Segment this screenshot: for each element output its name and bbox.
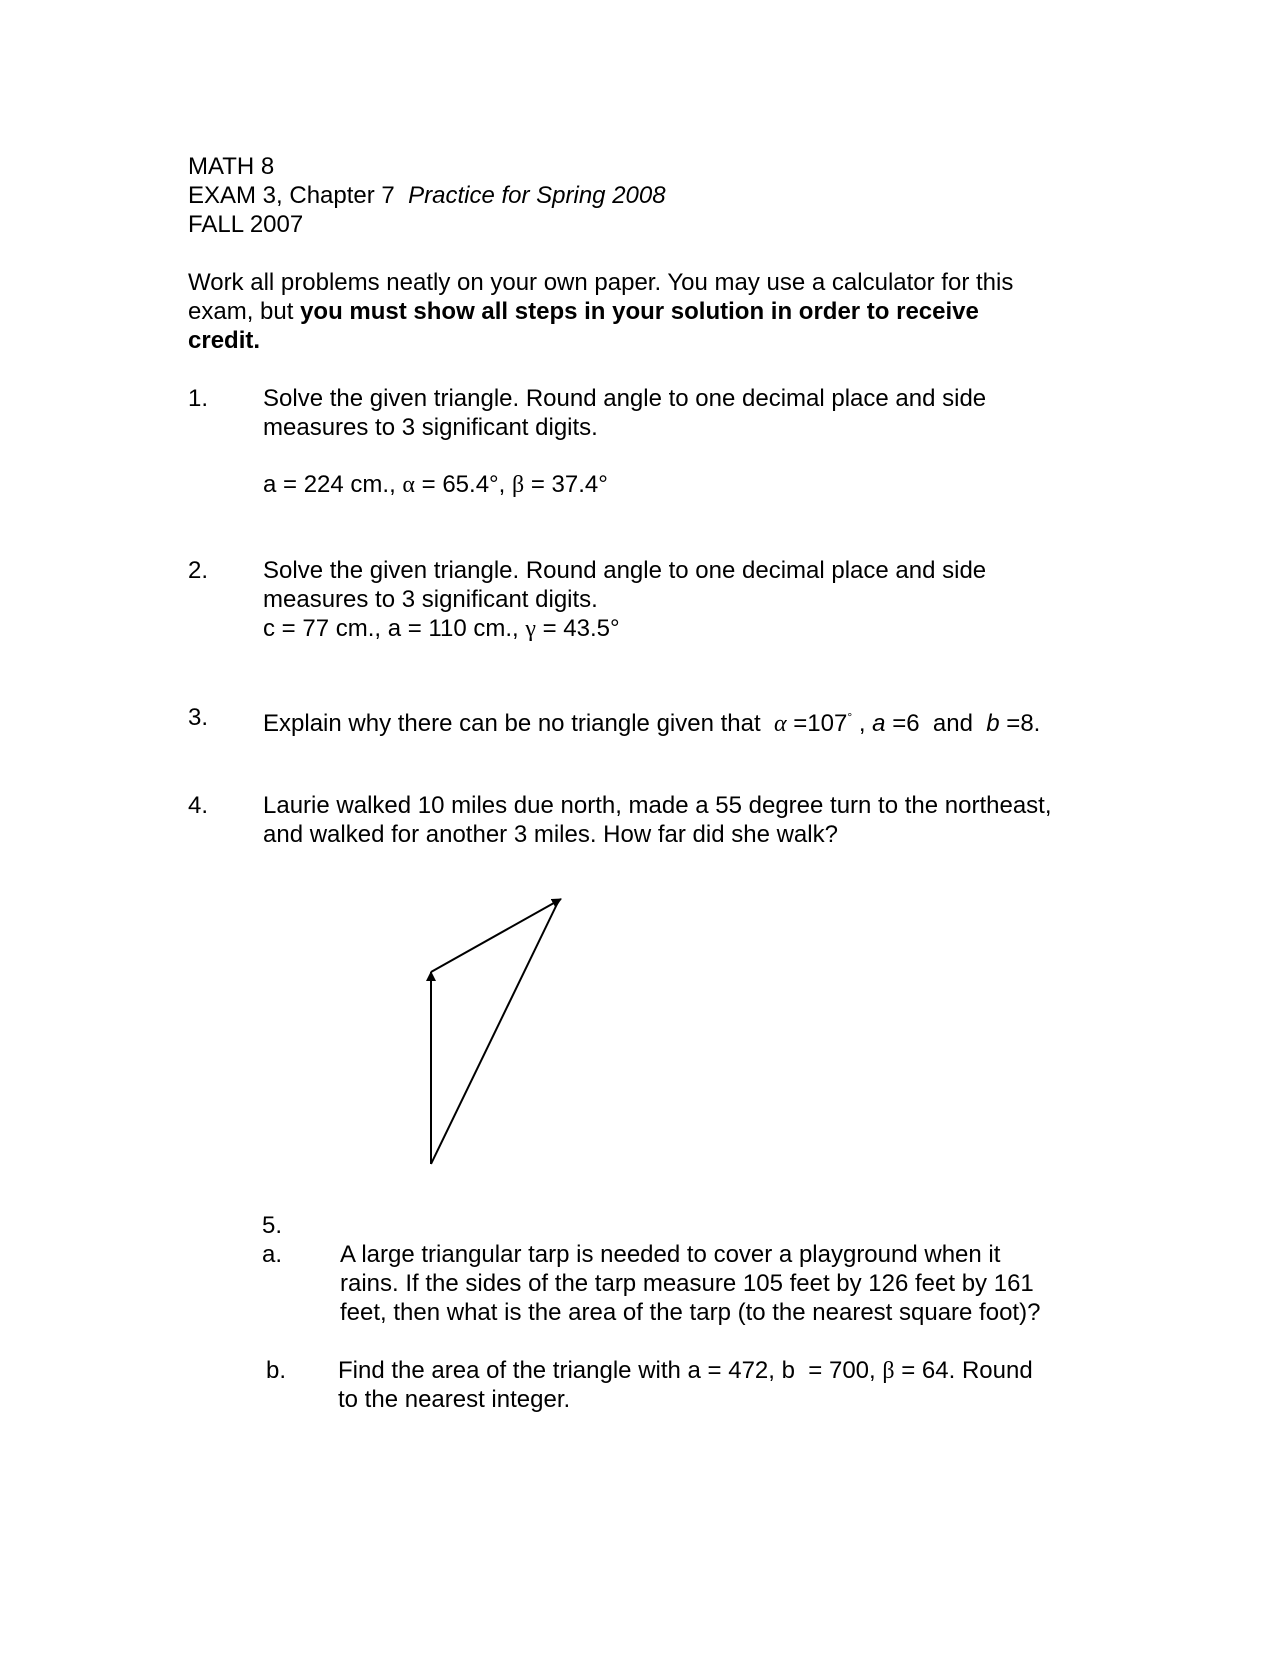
term-label: FALL 2007 (188, 211, 304, 238)
instructions-line-1: Work all problems neatly on your own paper. You may use a calculator for this (188, 269, 1014, 296)
beta-symbol: β (882, 1358, 895, 1384)
practice-label: Practice for Spring 2008 (408, 182, 666, 209)
degree-symbol: ° (847, 710, 853, 724)
given-beta: = 37.4° (524, 471, 608, 498)
gamma-symbol: γ (525, 616, 536, 642)
problem-2-number: 2. (188, 557, 209, 584)
instructions-plain: exam, but (188, 298, 301, 325)
instructions-bold: you must show all steps in your solution in order to receive (300, 298, 979, 325)
a-value: =6 (885, 710, 920, 737)
problem-4-line-1: Laurie walked 10 miles due north, made a 55 degree turn to the northeast, (263, 792, 1052, 819)
problem-4-line-2: and walked for another 3 miles. How far did she walk? (263, 821, 838, 848)
problem-5b-line-1 (338, 1356, 1033, 1386)
alpha-value: =107 (786, 710, 848, 737)
problem-1-line-1: Solve the given triangle. Round angle to one decimal place and side (263, 385, 987, 412)
problem-5b-line-2: to the nearest integer. (338, 1386, 571, 1413)
problem-5b-round: = 64. Round (894, 1357, 1033, 1384)
problem-2-line-1: Solve the given triangle. Round angle to one decimal place and side (263, 557, 987, 584)
problem-1-line-2: measures to 3 significant digits. (263, 414, 598, 441)
comma: , (852, 710, 873, 737)
problem-5a-line-2: rains. If the sides of the tarp measure 105 feet by 126 feet by 161 (340, 1270, 1034, 1297)
problem-5b-label: b. (266, 1357, 287, 1384)
course-title: MATH 8 (188, 153, 275, 180)
problem-5b-given: Find the area of the triangle with a = 472, b = 700, (338, 1357, 883, 1384)
problem-5a-line-1: A large triangular tarp is needed to cover a playground when it (340, 1241, 1001, 1268)
resultant-line (431, 902, 558, 1164)
problem-4-number: 4. (188, 792, 209, 819)
problem-1-number: 1. (188, 385, 209, 412)
problem-5a-line-3: feet, then what is the area of the tarp (to the nearest square foot)? (340, 1299, 1041, 1326)
instructions-line-3: credit. (188, 327, 261, 354)
a-symbol: a (872, 710, 886, 737)
problem-5a-label: a. (262, 1241, 283, 1268)
problem-5-number: 5. (262, 1212, 283, 1239)
alpha-symbol: α (774, 711, 787, 737)
exam-label: EXAM 3, Chapter 7 (188, 182, 395, 209)
beta-symbol: β (511, 472, 525, 498)
and-word: and (919, 710, 987, 737)
problem-2-line-2: measures to 3 significant digits. (263, 586, 598, 613)
given-c-a: c = 77 cm., a = 110 cm., (263, 615, 526, 642)
given-alpha: = 65.4°, (414, 471, 512, 498)
b-symbol: b (986, 710, 1000, 737)
alpha-symbol: α (402, 472, 415, 498)
problem-3-prompt: Explain why there can be no triangle given that (263, 710, 761, 737)
problem-3-number: 3. (188, 704, 209, 731)
b-value: =8. (999, 710, 1041, 737)
given-gamma: = 43.5° (535, 615, 620, 642)
given-a: a = 224 cm., (263, 471, 403, 498)
